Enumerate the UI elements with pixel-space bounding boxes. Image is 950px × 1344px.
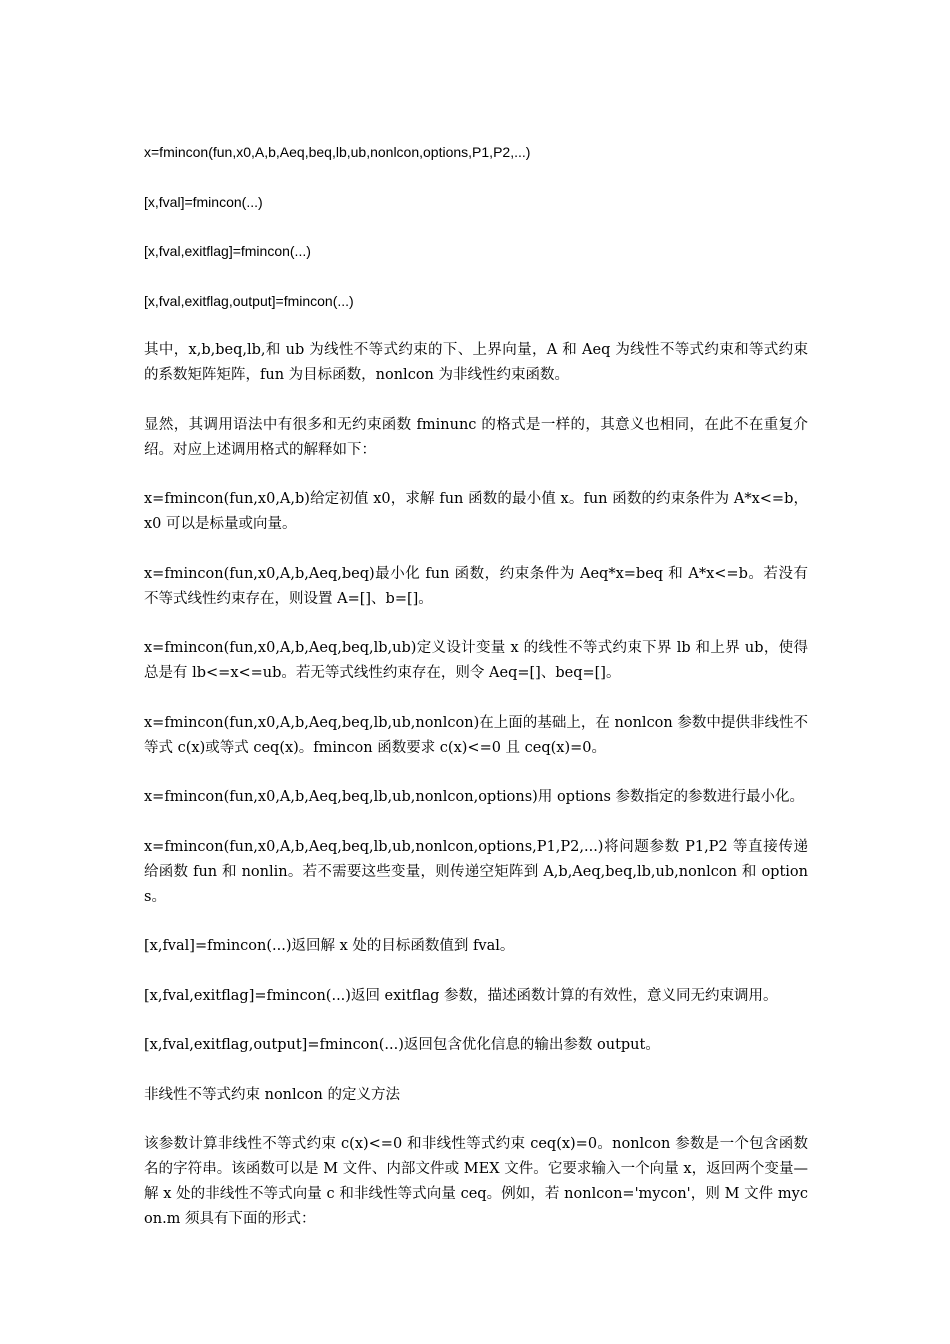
document-body [144,140,808,1257]
paragraph-parameters: 其中，x,b,beq,lb,和 ub 为线性不等式约束的下、上界向量，A 和 Aeq 为线性不等式约束和等式约束的系数矩阵矩阵，fun 为目标函数，nonlcon 为非线性约束函数。 [144,342,808,383]
paragraph-nonlcon: 该参数计算非线性不等式约束 c(x)<=0 和非线性等式约束 ceq(x)=0。nonlcon 参数是一个包含函数名的字符串。该函数可以是 M 文件、内部文件或 MEX 文件。它要求输入一个向量 x，返回两个变量—解 x 处的非线性不等式向量 c 和非线性等式向量 ceq。例如，若 nonlcon='mycon'，则 M 文件 mycon.m 须具有下面的形式： [144,1136,808,1227]
paragraph-form-8: [x,fval,exitflag]=fmincon(...)返回 exitflag 参数，描述函数计算的有效性，意义同无约束调用。 [144,987,778,1004]
paragraph-form-4: x=fmincon(fun,x0,A,b,Aeq,beq,lb,ub,nonlcon)在上面的基础上，在 nonlcon 参数中提供非线性不等式 c(x)或等式 ceq(x)。fmincon 函数要求 c(x)<=0 且 ceq(x)=0。 [144,714,808,756]
paragraph-form-1: x=fmincon(fun,x0,A,b)给定初值 x0，求解 fun 函数的最小值 x。fun 函数的约束条件为 A*x<=b，x0 可以是标量或向量。 [144,491,808,532]
syntax-line-exitflag: [x,fval,exitflag]=fmincon(...) [144,243,311,259]
syntax-line-output: [x,fval,exitflag,output]=fmincon(...) [144,292,354,309]
section-heading-nonlcon: 非线性不等式约束 nonlcon 的定义方法 [144,1086,400,1103]
paragraph-form-7: [x,fval]=fmincon(...)返回解 x 处的目标函数值到 fval。 [144,938,515,954]
paragraph-form-9: [x,fval,exitflag,output]=fmincon(...)返回包含优化信息的输出参数 output。 [144,1037,660,1053]
paragraph-form-3: x=fmincon(fun,x0,A,b,Aeq,beq,lb,ub)定义设计变量 x 的线性不等式约束下界 lb 和上界 ub，使得总是有 lb<=x<=ub。若无等式线性约束存在，则令 Aeq=[]、beq=[]。 [144,640,808,681]
syntax-line-fval: [x,fval]=fmincon(...) [144,193,263,210]
paragraph-form-2: x=fmincon(fun,x0,A,b,Aeq,beq)最小化 fun 函数，约束条件为 Aeq*x=beq 和 A*x<=b。若没有不等式线性约束存在，则设置 A=[]、b=[]。 [144,565,808,607]
syntax-line-full: x=fmincon(fun,x0,A,b,Aeq,beq,lb,ub,nonlcon,options,P1,P2,...) [144,144,531,160]
paragraph-intro: 显然，其调用语法中有很多和无约束函数 fminunc 的格式是一样的，其意义也相同，在此不在重复介绍。对应上述调用格式的解释如下： [144,416,808,458]
paragraph-form-5: x=fmincon(fun,x0,A,b,Aeq,beq,lb,ub,nonlcon,options)用 options 参数指定的参数进行最小化。 [144,789,805,805]
paragraph-form-6: x=fmincon(fun,x0,A,b,Aeq,beq,lb,ub,nonlcon,options,P1,P2,...)将问题参数 P1,P2 等直接传递给函数 fun 和 nonlin。若不需要这些变量，则传递空矩阵到 A,b,Aeq,beq,lb,ub,nonlcon 和 options。 [144,838,808,905]
